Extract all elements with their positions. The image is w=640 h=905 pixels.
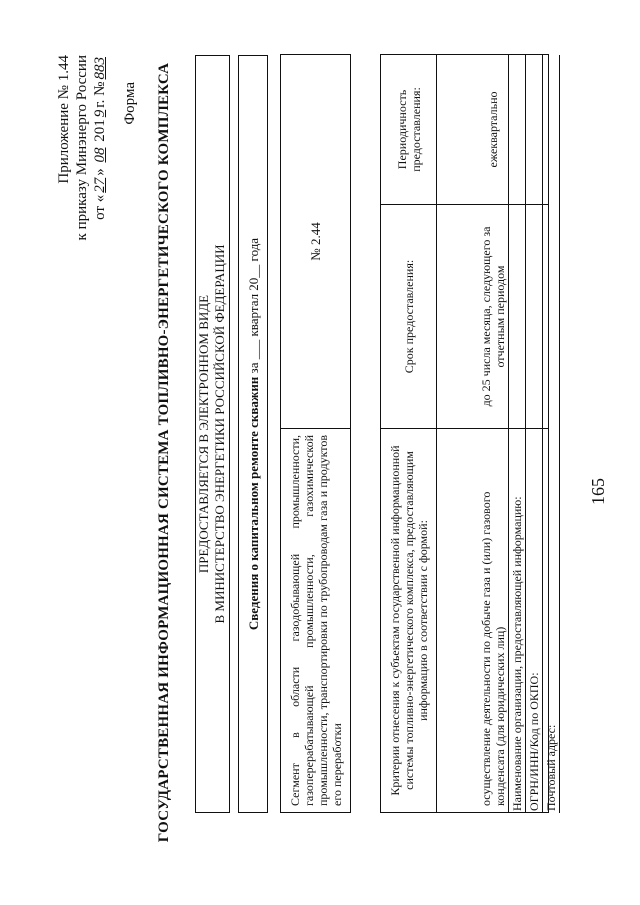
date-day: 27 — [92, 177, 108, 193]
provided-line-1: ПРЕДОСТАВЛЯЕТСЯ В ЭЛЕКТРОННОМ ВИДЕ — [196, 294, 211, 574]
report-title-bold: Сведения о капитальном ремонте скважин — [246, 376, 261, 631]
organization-name-row: Наименование организации, предоставляющей информацию: — [508, 55, 526, 813]
appendix-date-line — [91, 55, 109, 240]
date-year-suffix: г. № — [92, 81, 108, 108]
date-month: 08 — [92, 147, 108, 163]
deadline-header: Срок предоставления: — [381, 205, 437, 429]
provided-line-2: В МИНИСТЕРСТВО ЭНЕРГЕТИКИ РОССИЙСКОЙ ФЕДЕРАЦИИ — [212, 244, 227, 624]
postal-address-row: Почтовый адрес: — [543, 55, 560, 813]
provided-electronically-box — [195, 55, 230, 813]
report-title-box — [238, 55, 268, 813]
form-number: № 2.44 — [281, 55, 351, 429]
criteria-header: Критерии отнесения к субъектам государственной информационной системы топливно-энергетического комплекса, предоставляющим информацию в соответствии с формой: — [381, 429, 437, 813]
date-year-prefix: 201 — [92, 119, 108, 142]
date-year-digit: 9 — [92, 109, 108, 118]
date-mid: » — [92, 168, 108, 176]
criteria-value: осуществление деятельности по добыче газа и (или) газового конденсата (для юридических лиц) — [437, 429, 549, 813]
segment-table — [280, 54, 351, 813]
report-title — [246, 56, 262, 812]
periodicity-value: ежеквартально — [437, 55, 549, 205]
appendix-order-ref: к приказу Минэнерго России — [74, 55, 90, 241]
segment-row — [281, 55, 351, 813]
periodicity-header: Периодичность предоставления: — [381, 55, 437, 205]
criteria-header-row — [381, 55, 437, 813]
appendix-title: Приложение № 1.44 — [56, 55, 72, 184]
page-number: 165 — [588, 478, 608, 505]
organization-info-block — [508, 55, 560, 813]
segment-description: Сегмент в области газодобывающей промышленности, газоперерабатывающей промышленности, газохимической промышленности, транспортировки по трубопроводам газа и продуктов его переработки — [281, 429, 351, 813]
deadline-value: до 25 числа месяца, следующего за отчетным периодом — [437, 205, 549, 429]
order-number: 883 — [92, 57, 108, 80]
main-title: ГОСУДАРСТВЕННАЯ ИНФОРМАЦИОННАЯ СИСТЕМА ТОПЛИВНО-ЭНЕРГЕТИЧЕСКОГО КОМПЛЕКСА — [156, 62, 172, 843]
date-prefix: от « — [92, 194, 108, 220]
form-label: Форма — [122, 82, 138, 125]
appendix-block — [55, 55, 109, 240]
registration-codes-row: ОГРН/ИНН/Код по ОКПО: — [526, 55, 543, 813]
report-title-period: за ___ квартал 20__ года — [246, 237, 261, 377]
